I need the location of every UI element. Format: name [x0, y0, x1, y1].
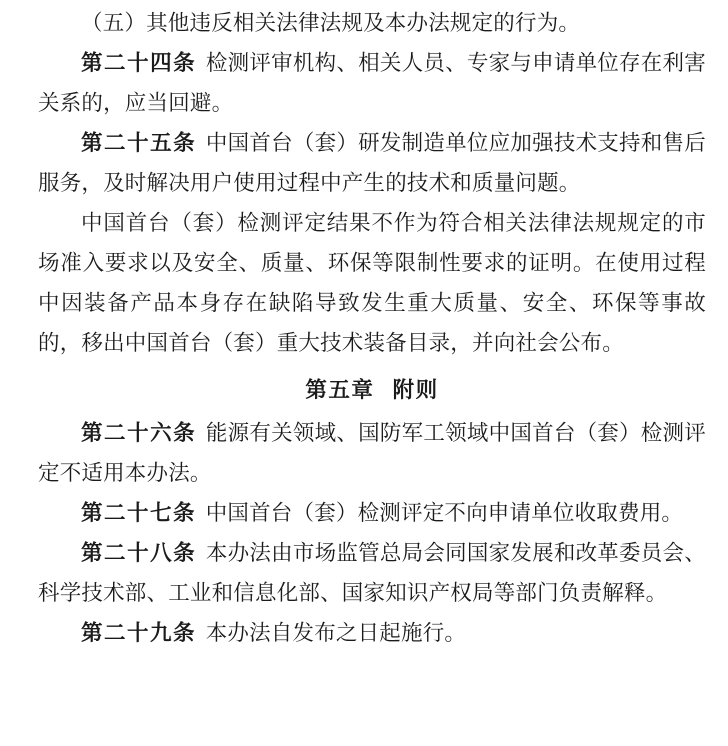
article-label: 第二十五条	[81, 131, 197, 156]
article-label: 第二十八条	[81, 541, 197, 566]
paragraph-text: 中国首台（套）检测评定不向申请单位收取费用。	[205, 501, 684, 526]
paragraph-article-29	[38, 614, 706, 654]
paragraph-text: 中国首台（套）检测评定结果不作为符合相关法律法规规定的市场准入要求以及安全、质量、环保等限制性要求的证明。在使用过程中因装备产品本身存在缺陷导致发生重大质量、安全、环保等事故的，移出中国首台（套）重大技术装备目录，并向社会公布。	[38, 211, 706, 356]
paragraph-text: （五）其他违反相关法律法规及本办法规定的行为。	[81, 11, 581, 36]
paragraph-article-25-continued	[38, 204, 706, 364]
document-page	[0, 4, 728, 746]
paragraph-text: 中国首台（套）研发制造单位应加强技术支持和售后服务，及时解决用户使用过程中产生的技术和质量问题。	[38, 131, 706, 196]
chapter-title: 附则	[392, 378, 439, 403]
article-label: 第二十四条	[81, 51, 197, 76]
document-body	[0, 4, 728, 654]
paragraph-article-26	[38, 414, 706, 494]
paragraph-item-five	[38, 4, 706, 44]
paragraph-article-28	[38, 534, 706, 614]
article-label: 第二十七条	[81, 501, 197, 526]
article-label: 第二十六条	[81, 421, 197, 446]
chapter-number: 第五章	[305, 378, 375, 403]
paragraph-text: 本办法由市场监管总局会同国家发展和改革委员会、科学技术部、工业和信息化部、国家知识产权局等部门负责解释。	[38, 541, 706, 606]
paragraph-article-27	[38, 494, 706, 534]
paragraph-text: 能源有关领域、国防军工领域中国首台（套）检测评定不适用本办法。	[38, 421, 706, 486]
article-label: 第二十九条	[81, 621, 197, 646]
paragraph-text: 本办法自发布之日起施行。	[205, 621, 467, 646]
paragraph-text: 检测评审机构、相关人员、专家与申请单位存在利害关系的，应当回避。	[38, 51, 706, 116]
paragraph-article-24	[38, 44, 706, 124]
chapter-heading	[38, 370, 706, 412]
paragraph-article-25	[38, 124, 706, 204]
